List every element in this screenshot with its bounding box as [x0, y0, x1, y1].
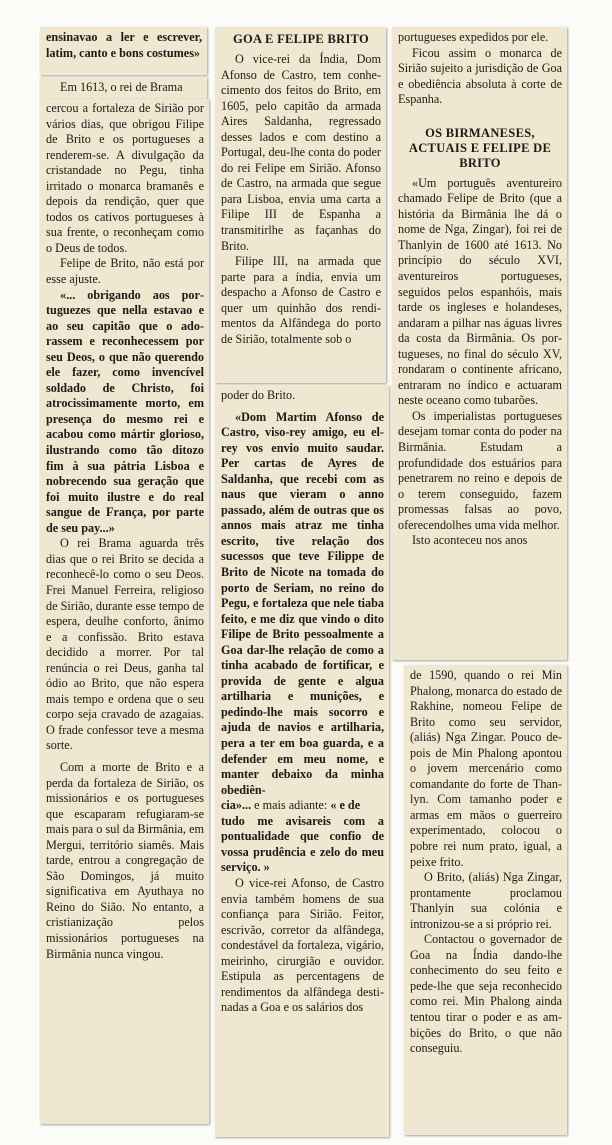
col1-quote-paragraph: «... obrigando aos portuguezes que nella estavao e ao seu capitão que o adorassem e reconhecessem por seu Deos, o que não querendo ele fazer, como invencível soldado de Christo, foi atrocissimamente morto, em presença do mesmo rei e acabou como mártir glorioso, ilustrando como tão ditozo fim à sua pátria Lisboa e nobrecendo sua geração que foi muito ilustre e do real sangue de França, por parte de seu pay...» [46, 287, 204, 535]
col2-quote-continuation [221, 798, 384, 814]
col4-contactou-paragraph: Contactou o governador de Goa na Índia dando-lhe conhecimento do seu feito e pede-lhe que seja reconhecido como rei. Min Phalong ainda tentou tirar o poder e as ambições do Brito, o que não conseguiu. [410, 932, 562, 1056]
col2-vicerei-paragraph: O vice-rei da Índia, Dom Afonso de Castro, tem conhecimento dos feitos do Brito, em 1605, pelo capitão da armada Aires Saldanha, regressado desses lados e com destino a Portugal, deu-lhe conta do poder do rei Felipe em Sirião. Afonso de Castro, na armada que segue para Lisboa, envia uma carta a Filipe III de Espanha a transmitirlhe as façanhas do Brito. [221, 52, 381, 253]
col3-imperialistas-paragraph: Os imperialistas portugueses desejam tomar conta do poder na Birmânia. Estudam a profundidade dos estuários para penetrarem no reino e depois de o terem conseguido, fazem promessas falsas ao povo, oferecendolhes uma vida melhor. [398, 408, 562, 532]
clipping-col4 [404, 665, 567, 1135]
col1-top-paragraph: ensinavao a ler e escrever, latim, canto e bons costumes» [46, 30, 202, 60]
col3-portugues-paragraph: «Um português aventureiro chamado Felipe de Brito (que a história da Birmânia lhe dá o nome de Nga, Zingar), foi rei de Thanlyin de 1600 até 1613. No princípio do século XVI, aventureiros portugueses, seguidos pelos espanhóis, mais tarde os ingleses e holandeses, andaram a pilhar nas águas livres da costa da Birmânia. Os portugueses, no final do século XV, rondaram o continente africano, entraram no índico e actuaram neste oceano como tubarões. [398, 175, 562, 408]
col2-afonso-paragraph: O vice-rei Afonso, de Castro envia também homens de sua confiança para Sirião. Feitor, escrivão, corretor da alfândega, condestável da fortaleza, vigário, meirinho, cirurgião e ouvidor. Estipula as percentagens de rendimentos da alfândega destinadas a Goa e os salários dos [221, 875, 384, 1015]
clipping-col2-main [215, 385, 389, 1137]
col3-ficou-paragraph: Ficou assim o monarca de Sirião sujeito a jurisdição de Goa e obediência absoluta à corte de Espanha. [398, 45, 562, 107]
clipping-col3 [392, 27, 567, 660]
col2-quote-end: tudo me avisareis com a pontualidade que confio de vossa prudência e zelo do meu serviço. » [221, 813, 384, 875]
col4-1590-paragraph: de 1590, quando o rei Min Phalong, monarca do estado de Rakhine, nomeou Felipe de Brito como seu servidor, (aliás) Nga Zingar. Pouco depois de Min Phalong apontou o jovem mercenário como comandante do forte de Thanlyn. Com tamanho poder e armas em mãos o guerreiro experimentado, colocou o pobre rei num prato, igual, a peixe frito. [410, 668, 562, 869]
col1-1613-paragraph: Em 1613, o rei de Brama [60, 80, 183, 94]
col2-quote-plain: e mais adiante: [251, 798, 331, 813]
col1-morte-paragraph: Com a morte de Brito e a perda da fortaleza de Sirião, os missionários e os portugueses que escaparam refugiaram-se mais para o sul da Birmânia, em Mergui, território siamês. Mais tarde, entrou a congregação de São Domingos, já muito significativa em Ayuthaya no Reino do Sião. No entanto, a cristianização pelos missionários portugueses na Birmânia nunca vingou. [46, 759, 204, 961]
clipping-col1-main [40, 99, 209, 1124]
col2-poder-paragraph: poder do Brito. [221, 388, 296, 402]
col2-quote-paragraph: «Dom Martim Afonso de Castro, viso-rey amigo, eu el-rey vos envio muito saudar. Per cartas de Ayres de Saldanha, que recebi com as naus que vieram o anno passado, além de outras que os annos mais atraz me tinha escrito, tive relação dos sucessos que teve Filippe de Brito de Nicote na tomada do porto de Seriam, no reino do Pegu, e fortaleza que nele tiaba feito, e me diz que vindo o dito Filipe de Brito pessoalmente a Goa dar-lhe relação de como a tinha acabado de fortificar, e provida de gente e algua artilharia e munições, e pedindo-lhe mais socorro e ajuda de navios e artilharia, pera a ter em boa guarda, e a defender em meu nome, e manter debaixo da minha obediên- [221, 409, 384, 797]
clipping-col1-1613 [40, 77, 207, 99]
col2-filipe-paragraph: Filipe III, na armada que parte para a índia, envia um despacho a Afonso de Castro e quer um quinhão dos rendimentos da Alfândega do porto de Sirião, totalmente sob o [221, 254, 381, 346]
clipping-goa-felipe-brito [215, 27, 386, 383]
col2-quote-bold-a: cia»... [221, 798, 252, 813]
col1-brama-paragraph: O rei Brama aguarda três dias que o rei Brito se decida a reconhecê-lo como o seu Deos. Frei Manuel Ferreira, religioso de Sirião, durante esse tempo de espera, deulhe conforto, ânimo e a confissão. Brito estava decidido a morrer. Por tal renúncia o rei Deus, ganha tal ódio ao Brito, que não espera mais tempo e ordena que o seu corpo seja cravado de azagaias. O frade confessor teve a mesma sorte. [46, 536, 204, 753]
col1-siriao-paragraph: cercou a fortaleza de Sirião por vários dias, que obrigou Filipe de Brito e os portugueses a renderem-se. A divulgação da cristandade no Pegu, tinha irritado o monarca bramanês e depois da rendição, quer que todos os cativos portugueses à sua frente, o reconheçam como o Deus de todos. [46, 101, 204, 255]
col1-ajuste-paragraph: Felipe de Brito, não está por esse ajuste. [46, 256, 204, 287]
section-heading-goa: GOA E FELIPE BRITO [232, 32, 370, 46]
col3-top-paragraph: portugueses expedidos por ele. [398, 30, 549, 44]
clipping-col1-top [40, 27, 207, 75]
col3-isto-paragraph: Isto aconteceu nos anos [412, 533, 528, 548]
section-heading-birmaneses: OS BIRMANESES, ACTUAIS E FELIPE DE BRITO [408, 125, 552, 170]
col4-brito-paragraph: O Brito, (aliás) Nga Zingar, prontamente proclamou Thanlyin sua colónia e intronizou-se a si próprio rei. [410, 870, 562, 931]
col2-quote-bold-b: « e de [330, 798, 361, 813]
